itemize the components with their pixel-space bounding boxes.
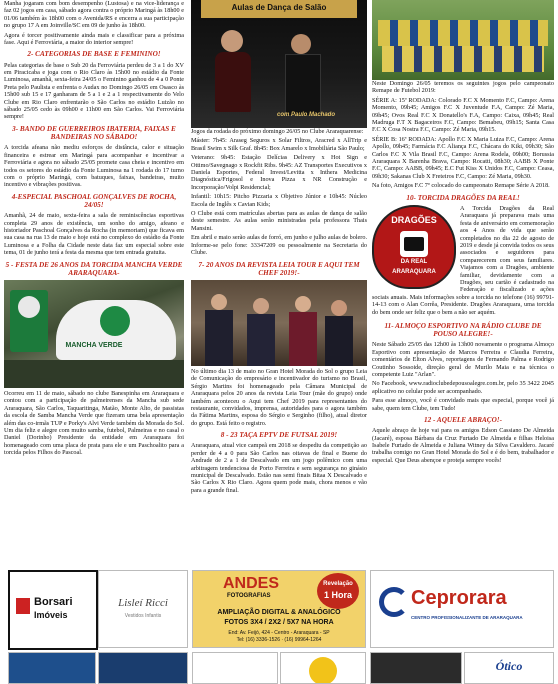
foto-caption: Na foto, Amigos F.C 7º colocado do campeonato Remape Série A 2018. [372,182,550,190]
lisley-sub: Vestidos Infantis [124,613,162,619]
facebook-paragraph: No Facebook, www.radioclubedepousoalegre.com.br, pelo 35 3422 2045 aplicativo no celular pode ser acompanhado. [372,380,554,395]
ceprorara-ad[interactable] [370,570,554,648]
andes-fotografias-ad[interactable] [192,570,366,648]
heading-abraco: 12 - AQUELE ABRAÇO!- [424,416,502,425]
convite-paragraph: Para esse almoço, você é convidado mais que especial, porque você já sabe, quem tem Clube, tem Tudo! [372,397,554,412]
dragoes-logo-top: DRAGÕES [391,214,437,225]
heading-almoco: 11- ALMOÇO ESPORTIVO NA RÁDIO CLUBE DE POUSO ALEGRE!- [384,321,542,339]
dance-poster-title: Aulas de Dança de Salão [231,3,327,12]
andes-badge [317,573,359,609]
mancha-paragraph: Ocorreu em 11 de maio, sábado no clube Banespinha em Araraquara e contou com a participação de palmeirenses da Mancha sub sede Araraquara, São Carlos, Taquaritinga, Matão, Monte Alto, de passistas da escola de Samba Mancha Verde que fizeram uma bela apresentação além das co-irmãs TUP e Porky's Alvi Verde também da Morada do Sol. Um dia feliz e alegre com muito samba, futebol, Palmeiras e no casal o Daniel (Dorinho) Presidente da entidade em Araraquara foi homenageado com uma placa de prata para ele e um Paschoalito para a torcida pelos Filhos do Pascoal. [4,389,184,457]
almoco-paragraph: Neste Sábado 25/05 das 12h00 às 13h00 novamente o programa Almoço Esportivo com apresentação de Marcos Ferreira e Claudia Ferreira, comentários de Elton Alves, reportagens de Fernando Palma e Rodrigo Coutinho Sossoide, direção geral de Murilo Maia e na técnica o competente Luiz "Arlan". [372,341,554,379]
serie-b-paragraph: SÉRIE B: 16ª RODADA: Apollo F.C X Maria Luiza F.C, Campo: Arena Apollo, 09h45; Farmácia F.C Aliança F.C, Chácara do Kiki, 09h30; São Carlos F.C X Vila Brasil F.C, Campo: Arena Rodela, 09h00; Borussia Araraquara X Barenha Brava, Campo: Rocatti, 08h30; AABB X Ponte F.C, Campo: AABB, 09h45; E.C Fut Kiss X Unidos F.C, Campo: Ceasa, 09h30; Sakanas Club X Freteiros F.C, Campo: Zé Maria, 09h30. [372,135,554,180]
mancha-verde-photo-label: MANCHA VERDE [65,341,123,349]
dragoes-logo-mid: DA REAL [400,258,428,265]
andes-phone: Tel: (16) 3336-1526 · (16) 99964-1264 [236,637,322,643]
column-middle [191,0,367,560]
taca-paragraph: Araraquara, atual vice campeã em 2018 se despediu da competição ao perder de 4 a 0 para São Carlos nas oitavas de final e Buene do Andrade de 2 a 1 de Descalvado em um jogo polêmico com uma arbitragem tendenciosa de Porto Ferreira e sem segurança no ginásio municipal de Descalvado. Estão nas semi finais Bitaa X Descalvado e São Carlos X Rio Claro. Agora quem pode mais, chora menos e vão para a grande final. [191,442,367,494]
lisley-name: Lisleí Ricci [118,597,168,609]
master-paragraph: Máster: 7h45: Araseg Seguros x Solar Filtros, Aracred x AllTrip e Brasil Swim x Silk Graf. 8h45: Box Amarelo x Imobiliária São Paulo; [191,137,367,152]
heading-bando-guerreiros: 3- BANDO DE GUERREIROS IBATERIA, FAIXAS E BANDEIRAS NO SÁBADO! [12,124,176,142]
andes-sub: FOTOGRAFIAS [227,593,271,599]
column-left [4,0,184,560]
sun-icon [309,657,337,684]
andes-line2: FOTOS 3X4 / 2X2 / 5X7 NA HORA [224,619,334,626]
bottom-ad-5[interactable] [370,652,462,684]
andes-revelacao: Revelação [323,581,353,587]
heading-taca-eptv: 8 - 23 TAÇA EPTV DE FUTSAL 2019! [220,431,338,440]
dance-poster [191,0,367,128]
borsari-logo-icon [16,598,30,614]
ceprorara-logo-icon [379,587,409,617]
infantil-paragraph: Infantil: 10h15: Pitcho Pizzaria x Objetivo Júnior e 10h45: Núcleo Escola de Inglês x Cavian Kids; [191,193,367,208]
andes-title: ANDES [223,575,280,592]
bottom-ad-1[interactable] [8,652,96,684]
andes-address: End: Av. Feijó, 424 - Centro - Araraquara - SP [228,630,330,636]
dance-poster-sub: com Paulo Machado [276,112,335,118]
heading-paschoal: 4-ESPECIAL PASCHOAL GONÇALVES DE ROCHA, 24/05! [11,192,177,209]
heading-base-feminino: 2- CATEGORIAS DE BASE E FEMININO! [27,50,161,59]
bottom-ad-2[interactable] [98,652,188,684]
rodada-intro: Jogos da rodada do próximo domingo 26/05 no Clube Araraquarense: [191,128,364,135]
closing-paragraph: Agora é torcer positivamente ainda mais e classificar para a próxima fase. Aqui é Ferroviária, a maior do interior sempre! [4,31,184,47]
leia-tour-photo [191,280,367,366]
heading-leia-tour: 7- 20 ANOS DA REVISTA LEIA TOUR E AQUI TEM CHEF 2019!- [198,260,360,277]
andes-hora: 1 Hora [323,590,352,600]
ceprorara-name: Ceprorara [411,587,507,609]
intro-paragraph: Manha jogaram com bom desempenho (Lustosa) e na vice-liderança e faz 02 jogos em casa, sábado agora contra o próprio Maringá às 18h00 e 01/06 também às 18h00 com o Avenida/RS e encerra a sua participação no grupo 17 A em Joinville/SC em 09 de junho às 18h00. [4,0,184,30]
otico-text: Ótico [495,659,523,673]
borsari-sub: Imóveis [34,610,68,620]
otico-ad[interactable] [464,652,554,684]
bottom-ad-3[interactable] [192,652,278,684]
danca-paragraph: O Clube está com matrículas abertas para as aulas de dança de salão deste semestre. As aulas serão ministradas pela professora Thais Mansini. [191,210,367,232]
column-right [372,0,554,560]
forro-paragraph: Em abril e maio serão aulas de forró, em junho e julho aulas de bolero. Informe-se pelo fone: 33347209 ou pessoalmente na Secretaria do Clube. [191,234,367,257]
bando-paragraph: A torcida afeana não mediu esforços de distância, calor e situação financeira e estrear em Maringá para acompanhar e incentivar a Ferroviária e agora no sábado 25/05 promete casa cheia e incentivo em todos os setores do estádio da Fonte Luminosa na 1 rodada do 17 turno com o próprio Maringá, com batuques, faixas, bandeiras, muito incentivo e vibrações positivas. [4,144,184,189]
borsari-ad[interactable] [8,570,98,650]
dragoes-paragraph: A Torcida Dragões da Real Araraquara já preparava mais uma festa de aniversário em comemoração aos 4 Anos de vida que serão completados no dia 22 de agosto de 2019 e desde já convida todos os seus associados e seguidores para comparecerem com seus familiares. Viajamos com a Dragões, ambiente familiar, devidamente com a Dragões, seu cartão é cadastrado na Federação e fiscalizado e ações sociais anuais. Mais informações sobre a torcida no telefone (16) 99791-14-13 com o Alan Corrêa, Presidente. Dragões Araraquara, uma torcida do bem onde ser feliz que o bem a não ser aquém. [372,204,554,316]
base-paragraph: Pelas categorias de base o Sub 20 da Ferroviária perdeu de 3 a 1 do XV em Piracicaba e joga com o Rio Claro às 15h00 no estádio da Fonte Luminosa, amanhã, sexta-feira 24/05 o Feminino ganhou de 4 a 0 Ponte Preta pelo Paulista e enfrenta o Audax no Domingo 26/05 em Osasco às 15h00 sub 15 e 17 ganharam de 5 a 1 e 2 a 1 respectivamente do Velo Clube em Rio Claro enfrentarão o São Carlos no estádio Luizão no sábado 25/05 cedo às 09h00 e 11h00 em São Carlos. Vai Ferroviária sempre! [4,61,184,121]
dragoes-logo [372,205,456,289]
serie-a-paragraph: SÉRIE A: 15ª RODADA: Colorado F.C X Momento F.C, Campo: Arena Momento, 09h45; Amigos F.C X Juventude F.A, Campo: Zé Maria, 09h45; Ovos Real F.C X Donatello's F.A, Campo: Caixa, 09h45; Real Madruga F.T X Bagaceiros F.C, Campo: Bemabeu, 09h15; Santa Casa F.C X Cosa Nostra F.C, Campo: Zé Maria, 09h15. [372,96,554,134]
veterano-paragraph: Veterano: 9h45: Estação Delícias Delivery x Hot Sign e Ottimo/Savegnago x Rockfit Ribs. 9h45: AZ Transportes Executivos x Daniela Esportes, Federal Invest/Levitta x Inthera Medicina Diagnóstica/Frigosol e Inova Pizza x NR Construção e Incorporação/Volpi Residencial; [191,154,367,191]
ceprorara-sub: CENTRO PROFISSIONALIZANTE DE ARARAQUARA [411,615,523,620]
mancha-verde-photo [4,280,184,388]
abraco-paragraph: Aquele abraço de hoje vai para os amigos Edson Cassiano De Almeida (Jacaré), esposa Bárbara da Cruz Furtado De Almeida e filhas Heloisa Isabele Furtado de Almeida e Juliana Witney da Silva Cavaldero. Jacaré trabalha comigo no Gran Hotel Morada do Sol e é do bem, trabalhador e especial. Que Deus abençoe e proteja sempre vocês! [372,427,554,464]
andes-line1: AMPLIAÇÃO DIGITAL & ANALÓGICO [217,609,341,616]
lisley-ad[interactable] [98,570,188,648]
amigos-team-photo [372,0,554,80]
paschoal-paragraph: Amanhã, 24 de maio, sexta-feira a sala de reminiscências esportivas completa 29 anos de existência, um sonho do amigo, afeano e historiador Paschoal Gonçalves da Rocha (in memoriam) que ficava em sua casa na rua 13 de maio e hoje está no complexo do estádio da Fonte Luminosa e a Folha da Cidade neste data faz um especial sobre este tema, 01 de junho terá a festa da mesma que tem entrada gratuita. [4,212,184,257]
bottom-ad-4[interactable] [280,652,366,684]
heading-dragoes: 10- TORCIDA DRAGÕES DA REAL! [406,193,520,202]
heading-mancha-verde: 5 - FESTA DE 26 ANOS DA TORCIDA MANCHA VERDE ARARAQUARA- [5,260,183,277]
dragon-emblem [400,231,428,257]
leia-tour-paragraph: No último dia 13 de maio no Gran Hotel Morada do Sol o grupo Leia de Comunicação do empresário e incentivador do turismo no Brasil, Sérgio Martins foi homenageado pela Câmara Municipal de Araraquara pelos 20 anos da revista Leia Tour (mãe do grupo) onde também aconteceu o Aqui tem Chef 2019 para representantes do restaurante, convidados, imprensa, autoridades para o agora também da Fátima Martins, esposa do Sérgio e Serginho (filho), atual diretor do grupo. Está feito o registro. [191,367,367,427]
borsari-name: Borsari [34,596,73,608]
remape-intro: Neste Domingo 26/05 teremos os seguintes jogos pelo campeonato Remape de Futebol 2019: [372,80,554,95]
dragoes-block [372,205,554,318]
dragoes-logo-bot: ARARAQUARA [392,268,436,275]
